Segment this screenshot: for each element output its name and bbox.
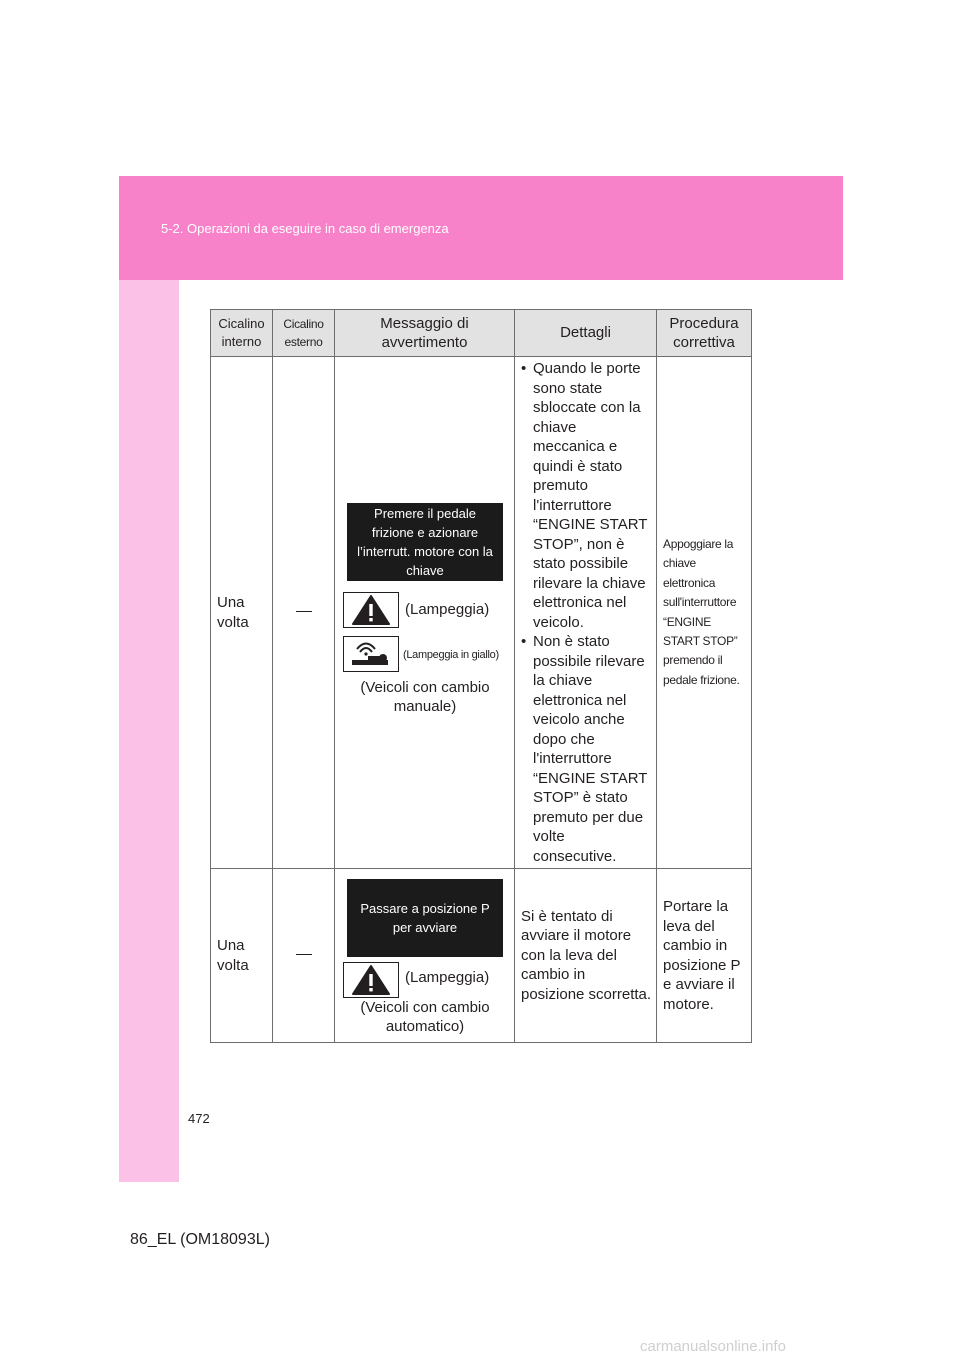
table-row [211, 869, 752, 1043]
details-cell: Si è tentato di avviare il motore con la leva del cambio in posizione scorretta. [515, 869, 657, 1043]
document-code: 86_EL (OM18093L) [130, 1231, 270, 1248]
internal-buzzer-cell: Una volta [211, 357, 273, 869]
warning-triangle-icon [343, 592, 399, 628]
smart-key-system-icon [343, 636, 399, 672]
warning-message-cell [335, 357, 515, 869]
warning-table [210, 309, 752, 1043]
section-title: 5-2. Operazioni da eseguire in caso di emergenza [161, 221, 449, 236]
dash-mark [296, 954, 312, 955]
list-item: • Quando le porte sono state sbloccate con la chiave meccanica e quindi è stato premuto l'interruttore “ENGINE START STOP”, non è stato possibile rilevare la chiave elettronica nel veicolo. [521, 359, 652, 632]
list-item: • Non è stato possibile rilevare la chiave elettronica nel veicolo anche dopo che l'interruttore “ENGINE START STOP” è stato premuto per due volte consecutive. [521, 632, 652, 866]
warning-message-cell [335, 869, 515, 1043]
external-buzzer-cell [273, 357, 335, 869]
corrective-procedure-cell [657, 357, 752, 869]
header-internal-buzzer: Cicalino interno [211, 310, 273, 357]
external-buzzer-cell [273, 869, 335, 1043]
icon-label-flashing: (Lampeggia) [405, 600, 490, 618]
procedure-text: Appoggiare la chiave elettronica sull'interruttore “ENGINE START STOP” premendo il pedale frizione. [663, 536, 740, 687]
details-list [521, 357, 652, 866]
icon-label-flashing: (Lampeggia) [405, 968, 490, 986]
dash-mark [296, 611, 312, 612]
side-band [119, 280, 179, 1182]
table-header-row [211, 310, 752, 357]
vehicle-note: (Veicoli con cambio automatico) [360, 998, 490, 1035]
header-details: Dettagli [515, 310, 657, 357]
header-external-buzzer: Cicalino esterno [273, 310, 335, 357]
internal-buzzer-cell: Una volta [211, 869, 273, 1043]
message-block [335, 358, 515, 868]
icon-label-flashing-yellow: (Lampeggia in giallo) [403, 648, 499, 661]
warning-triangle-icon [343, 962, 399, 998]
message-block [335, 870, 515, 1042]
watermark: carmanualsonline.info [640, 1338, 786, 1355]
table-row [211, 357, 752, 869]
header-warning-message: Messaggio di avvertimento [335, 310, 515, 357]
corrective-procedure-cell: Portare la leva del cambio in posizione P e avviare il motore. [657, 869, 752, 1043]
display-message: Premere il pedale frizione e azionare l’interrutt. motore con la chiave [347, 503, 503, 581]
header-corrective-procedure: Procedura correttiva [657, 310, 752, 357]
vehicle-note: (Veicoli con cambio manuale) [360, 678, 490, 715]
details-cell [515, 357, 657, 869]
page-number: 472 [188, 1111, 210, 1126]
display-message: Passare a posizione P per avviare [347, 879, 503, 957]
